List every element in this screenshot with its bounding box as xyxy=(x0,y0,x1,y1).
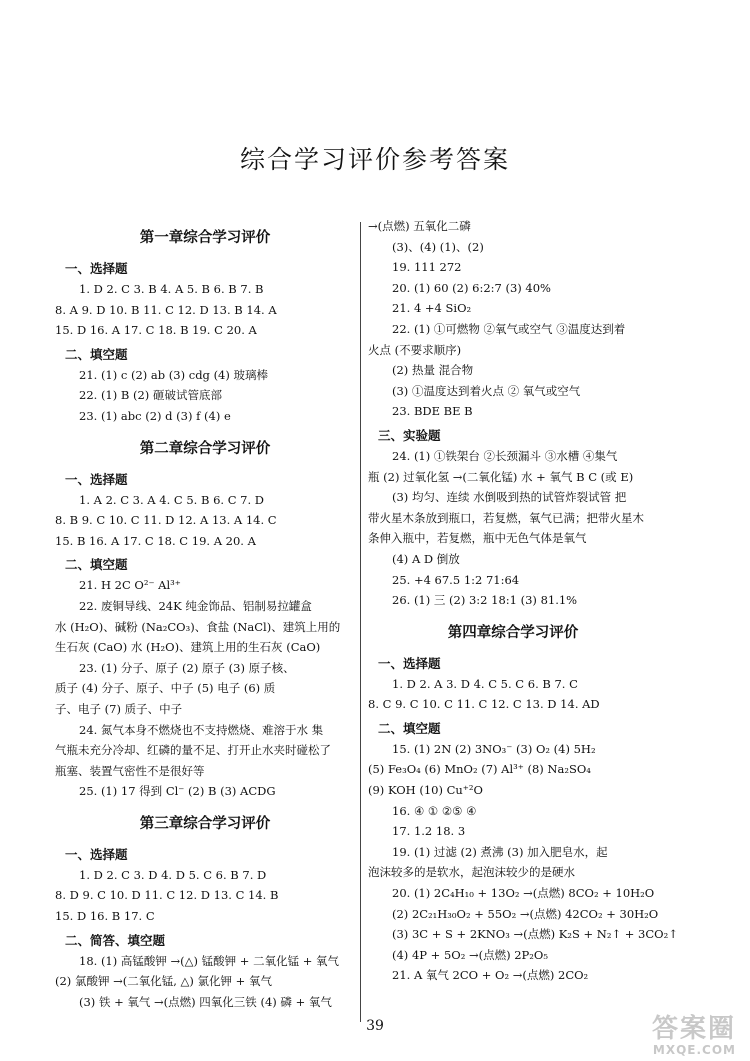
answer-line: (2) 氯酸钾 →(二氧化锰, △) 氯化钾 + 氧气 xyxy=(55,974,272,989)
answer-line: 22. (1) ①可燃物 ②氧气或空气 ③温度达到着 xyxy=(392,321,626,336)
answer-line: 19. 111 272 xyxy=(392,260,462,275)
answer-line: 1. D 2. A 3. D 4. C 5. C 6. B 7. C xyxy=(392,676,578,691)
answer-line: 23. (1) abc (2) d (3) f (4) e xyxy=(79,408,231,423)
answer-line: 15. (1) 2N (2) 3NO₃⁻ (3) O₂ (4) 5H₂ xyxy=(392,741,596,756)
answer-line: →(点燃) 五氧化二磷 xyxy=(368,219,471,233)
answer-line: 21. 4 +4 SiO₂ xyxy=(392,301,472,316)
answer-line: 15. D 16. A 17. C 18. B 19. C 20. A xyxy=(55,323,257,338)
answer-line: 23. (1) 分子、原子 (2) 原子 (3) 原子核、 xyxy=(79,660,295,675)
section-heading: 一、选择题 xyxy=(65,261,128,276)
answer-line: (3) 铁 + 氧气 →(点燃) 四氧化三铁 (4) 磷 + 氧气 xyxy=(79,994,332,1009)
column-divider xyxy=(360,222,361,1022)
answer-line: 8. D 9. C 10. D 11. C 12. D 13. C 14. B xyxy=(55,888,279,903)
section-heading: 二、填空题 xyxy=(65,557,128,573)
answer-line: (5) Fe₃O₄ (6) MnO₂ (7) Al³⁺ (8) Na₂SO₄ xyxy=(368,762,591,777)
answer-line: 1. D 2. C 3. D 4. D 5. C 6. B 7. D xyxy=(79,867,267,882)
chapter-heading: 第一章综合学习评价 xyxy=(139,230,271,246)
answer-line: 19. (1) 过滤 (2) 煮沸 (3) 加入肥皂水，起 xyxy=(392,844,608,859)
watermark-main: 答案圈 xyxy=(651,1014,736,1044)
chapter-heading: 第二章综合学习评价 xyxy=(139,440,271,457)
answer-line: 16. ④ ① ②⑤ ④ xyxy=(392,803,477,818)
answer-line: 火点 (不要求顺序) xyxy=(368,342,462,357)
answer-line: 20. (1) 60 (2) 6:2:7 (3) 40% xyxy=(392,280,551,295)
answer-line: (9) KOH (10) Cu⁺²O xyxy=(368,783,483,798)
answer-line: 21. A 氧气 2CO + O₂ →(点燃) 2CO₂ xyxy=(392,968,589,983)
section-heading: 二、填空题 xyxy=(65,346,128,362)
watermark-logo xyxy=(606,1015,736,1057)
answer-line: 8. B 9. C 10. C 11. D 12. A 13. A 14. C xyxy=(55,513,277,528)
answer-line: 21. (1) c (2) ab (3) cdg (4) 玻璃棒 xyxy=(79,367,269,382)
answer-line: 瓶塞、装置气密性不是很好等 xyxy=(55,763,205,778)
answer-line: 22. (1) B (2) 砸破试管底部 xyxy=(79,388,222,403)
answer-line: 25. +4 67.5 1:2 71:64 xyxy=(392,572,520,587)
answer-line: 20. (1) 2C₄H₁₀ + 13O₂ →(点燃) 8CO₂ + 10H₂O xyxy=(392,886,655,901)
answer-line: 18. (1) 高锰酸钾 →(△) 锰酸钾 + 二氧化锰 + 氧气 xyxy=(79,953,340,968)
answer-line: 17. 1.2 18. 3 xyxy=(392,824,466,839)
answer-line: 带火星木条放到瓶口，若复燃，氧气已满；把带火星木 xyxy=(368,510,644,525)
answer-line: 21. H 2C O²⁻ Al³⁺ xyxy=(79,578,181,593)
answer-line: 泡沫较多的是软水，起泡沫较少的是硬水 xyxy=(368,865,575,880)
section-heading: 一、选择题 xyxy=(65,846,128,862)
section-heading: 二、简答、填空题 xyxy=(65,932,166,948)
answer-line: 8. C 9. C 10. C 11. C 12. C 13. D 14. AD xyxy=(368,697,600,712)
answer-line: 24. 氮气本身不燃烧也不支持燃烧、难溶于水 集 xyxy=(79,722,324,737)
answer-line: 生石灰 (CaO) 水 (H₂O)、建筑上用的生石灰 (CaO) xyxy=(55,640,321,655)
answer-line: 瓶 (2) 过氧化氢 →(二氧化锰) 水 + 氧气 B C (或 E) xyxy=(368,469,634,484)
answer-line: 1. A 2. C 3. A 4. C 5. B 6. C 7. D xyxy=(79,492,265,507)
answer-line: 1. D 2. C 3. B 4. A 5. B 6. B 7. B xyxy=(79,282,264,296)
chapter-heading: 第四章综合学习评价 xyxy=(447,624,579,641)
answer-line: 22. 废铜导线、24K 纯金饰品、铝制易拉罐盒 xyxy=(79,598,312,613)
answer-line: 15. D 16. B 17. C xyxy=(55,909,155,924)
section-heading: 一、选择题 xyxy=(378,655,441,671)
left-column xyxy=(55,216,355,1012)
right-column xyxy=(368,216,678,986)
answer-line: (2) 2C₂₁H₃₀O₂ + 55O₂ →(点燃) 42CO₂ + 30H₂O xyxy=(392,906,659,921)
answer-line: (3) ①温度达到着火点 ② 氧气或空气 xyxy=(392,383,581,398)
answer-line: 质子 (4) 分子、原子、中子 (5) 电子 (6) 质 xyxy=(55,681,276,696)
answer-line: 子、电子 (7) 质子、中子 xyxy=(55,701,183,716)
answer-line: 15. B 16. A 17. C 18. C 19. A 20. A xyxy=(55,533,256,548)
answer-line: (3)、(4) (1)、(2) xyxy=(392,239,484,254)
answer-line: (4) 4P + 5O₂ →(点燃) 2P₂O₅ xyxy=(392,947,548,962)
answer-line: 8. A 9. D 10. B 11. C 12. D 13. B 14. A xyxy=(55,302,277,317)
answer-line: (4) A D 倒放 xyxy=(392,551,460,566)
page-title: 综合学习评价参考答案 xyxy=(239,145,510,174)
answer-line: 气瓶未充分冷却、红磷的量不足、打开止水夹时碰松了 xyxy=(55,743,331,758)
section-heading: 二、填空题 xyxy=(378,720,441,736)
watermark-domain: MXQE.COM xyxy=(652,1043,736,1057)
page-number: 39 xyxy=(366,1018,384,1034)
answer-line: (3) 3C + S + 2KNO₃ →(点燃) K₂S + N₂↑ + 3CO₂↑ xyxy=(392,927,678,942)
answer-line: 26. (1) 三 (2) 3:2 18:1 (3) 81.1% xyxy=(392,593,578,608)
answer-line: (2) 热量 混合物 xyxy=(392,363,474,378)
section-heading: 一、选择题 xyxy=(65,471,128,487)
section-heading: 三、实验题 xyxy=(378,427,441,443)
chapter-heading: 第三章综合学习评价 xyxy=(139,815,271,832)
answer-line: 水 (H₂O)、碱粉 (Na₂CO₃)、食盐 (NaCl)、建筑上用的 xyxy=(55,619,341,634)
answer-line: 25. (1) 17 得到 Cl⁻ (2) B (3) ACDG xyxy=(79,784,276,799)
answer-line: 24. (1) ①铁架台 ②长颈漏斗 ③水槽 ④集气 xyxy=(392,448,618,463)
answer-line: 23. BDE BE B xyxy=(392,404,473,419)
answer-line: (3) 均匀、连续 水倒吸到热的试管炸裂试管 把 xyxy=(392,490,627,505)
answer-line: 条伸入瓶中，若复燃，瓶中无色气体是氧气 xyxy=(368,531,587,546)
